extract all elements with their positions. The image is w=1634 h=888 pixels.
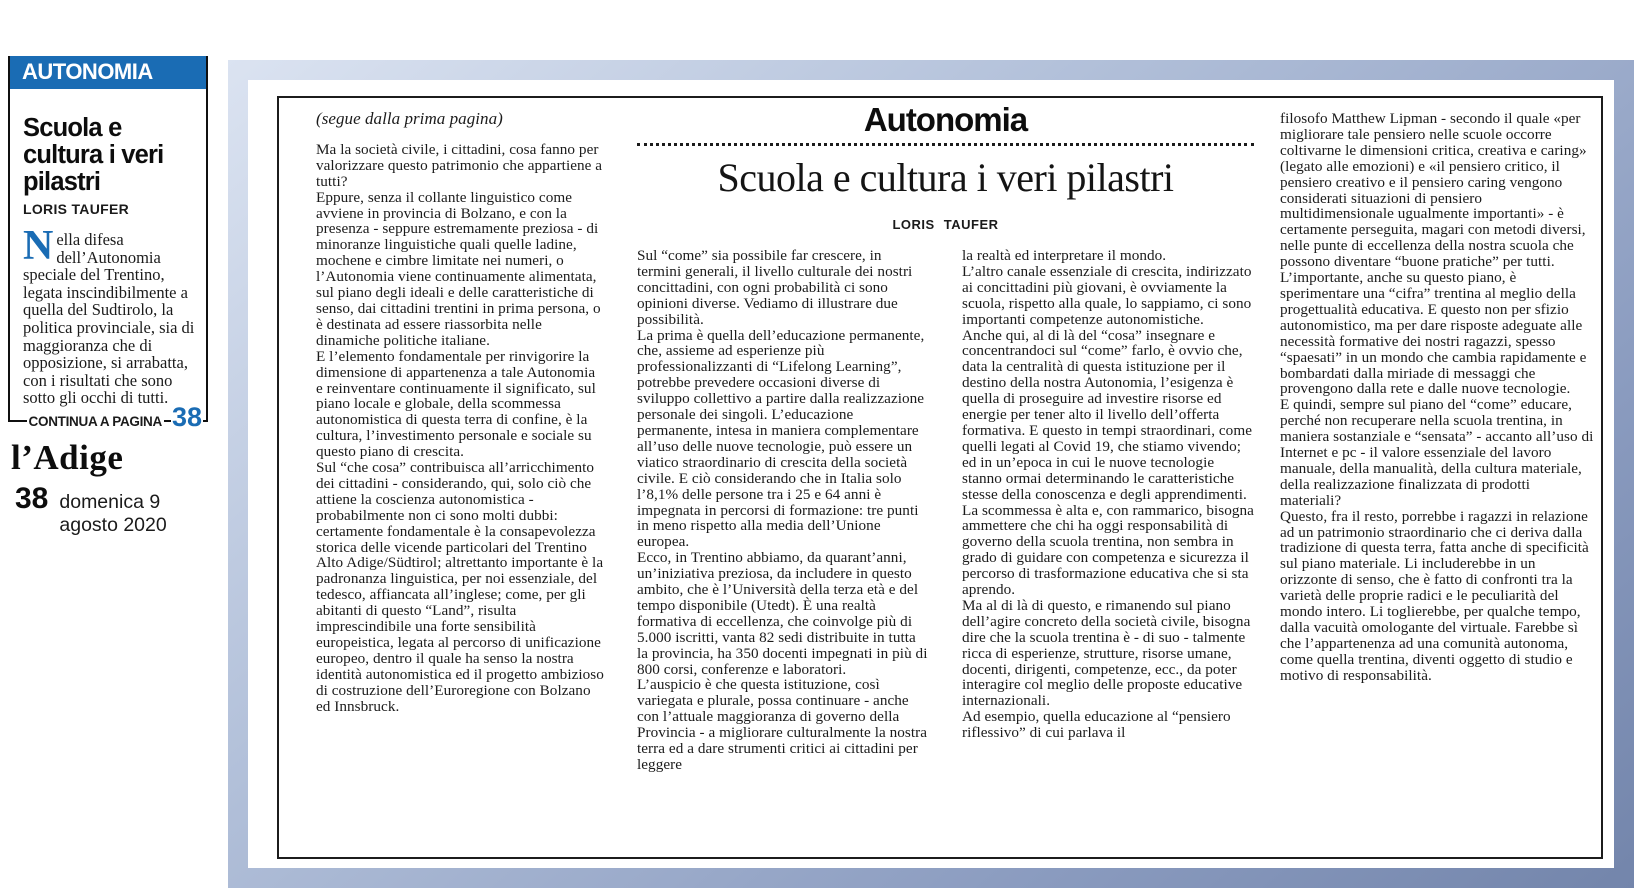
center-columns (637, 248, 1254, 773)
article-byline: LORIS TAUFER (892, 217, 999, 232)
section-kicker-label: AUTONOMIA (22, 59, 153, 84)
paragraph: filosofo Matthew Lipman - secondo il quale «per migliorare tale pensiero nelle scuole occorre coltivarne le dimensioni critica, creativa e caring» (legato alle emozioni) e «il pensiero critico, il pensiero creativo e il pensiero caring vengono considerati situazioni di pensiero multidimensionale ugualmente importanti» - è certamente perseguita, magari con metodi diversi, nelle punte di eccellenza della nostra scuola che possono diventare “buone pratiche” per tutti. (1280, 110, 1587, 271)
paragraph: la realtà ed interpretare il mondo. (962, 247, 1167, 264)
article-column-3 (962, 248, 1254, 773)
continued-from-note: (segue dalla prima pagina) (316, 109, 503, 128)
teaser-box (8, 56, 208, 432)
paragraph: L’auspicio è che questa istituzione, così variegata e plurale, possa continuare - anche con l’attuale maggioranza di governo della Provincia - a migliorare culturalmente la nostra terra ed a dare strumenti critici ai cittadini per leggere (637, 676, 928, 773)
paragraph: Questo, fra il resto, porrebbe i ragazzi in relazione ad un patrimonio straordinario che ci deriva dalla tradizione di questa terra, fatta anche di specificità sul piano materiale. Li includerebbe in un orizzonte di senso, che è fatto di confronti tra la varietà delle proprie radici e le peculiarità del mondo intero. Li toglierebbe, per qualche tempo, dalla vacuità omologante del virtuale. Farebbe sì che l’appartenenza ad una comunità autonoma, come quella trentina, diventi oggetto di studio e motivo di responsabilità. (1280, 507, 1589, 684)
article-column-1 (316, 111, 604, 715)
folio-line (15, 482, 208, 537)
article-title: Scuola e cultura i veri pilastri (717, 155, 1174, 200)
paragraph: Ecco, in Trentino abbiamo, da quarant’anni, un’iniziativa preziosa, da includere in questo ambito, che è l’Università della terza età e del tempo disponibile (Utedt). È una realtà formativa di eccellenza, che coinvolge più di 5.000 iscritti, vanta 82 sedi distribuite in tutta la provincia, ha 350 docenti impegnati in più di 800 corsi, conferenze e laboratori. (637, 549, 928, 678)
paragraph: E l’elemento fondamentale per rinvigorire la dimensione di appartenenza a tale Autonomia e reinventare continuamente il significato, sul piano locale e globale, della scommessa autonomistica di questa terra di confine, è la cultura, l’investimento personale e sociale su questo piano di crescita. (316, 347, 596, 461)
dotted-rule (637, 143, 1254, 146)
continua-label: CONTINUA A PAGINA (28, 414, 162, 429)
section-kicker-bar (10, 56, 206, 89)
continua-a-pagina-link[interactable] (27, 402, 203, 433)
paragraph: Eppure, senza il collante linguistico come avviene in provincia di Bolzano, e con la presenza - seppure estremamente preziosa - di minoranze linguistiche quali quelle ladine, mochene e cimbre limitate nei numeri, o l’Autonomia viene continuamente alimentata, sul piano degli ideali e delle caratteristiche di senso, dai cittadini trentini in prima persona, o è destinata ad essere riassorbita nelle dinamiche politiche italiane. (316, 188, 601, 349)
teaser-headline: Scuola e cultura i veri pilastri (23, 114, 164, 197)
paragraph: L’altro canale essenziale di crescita, indirizzato ai concittadini più giovani, è ovviamente la scuola, rispetto alla quale, lo sappiamo, ci sono importanti competenze autonomistiche. (962, 262, 1252, 328)
masthead-logo: l’Adige (11, 438, 124, 477)
article-clip-margin (248, 80, 1614, 868)
teaser-byline: LORIS TAUFER (23, 201, 130, 218)
paragraph: La prima è quella dell’educazione permanente, che, assieme ad esperienze più professionalizzanti di “Lifelong Learning”, potrebbe prevedere occasioni diverse di sviluppo collettivo a partire dalla realizzazione personale dei singoli. L’educazione permanente, intesa in maniera complementare all’uso delle nuove tecnologie, può essere un viatico straordinario di crescita della società civile. E ciò considerando che in Italia solo l’8,1% delle persone tra i 25 e 64 anni è impegnata in percorsi di formazione: tre punti in meno rispetto alla media dell’Unione europea. (637, 326, 925, 551)
article-clip-frame (228, 60, 1634, 888)
article-kicker: Autonomia (863, 101, 1028, 138)
teaser-text (23, 223, 200, 408)
article-box (277, 96, 1603, 859)
paragraph: Ad esempio, quella educazione al “pensiero riflessivo” di cui parlava il (962, 708, 1231, 742)
continua-page-number: 38 (171, 402, 202, 432)
paragraph: L’importante, anche su questo piano, è sperimentare una “cifra” trentina al meglio della progettualità educativa. E questo non per sfizio autonomistico, ma per dare risposte adeguate alle necessità formative dei nostri ragazzi, spesso “spaesati” in un mondo che cambia rapidamente e bombardati dalla miriade di messaggi che provengono dalla rete e dalle nuove tecnologie. (1280, 269, 1587, 398)
paragraph: Ma al di là di questo, e rimanendo sul piano dell’agire concreto della società civile, bisogna dire che la scuola trentina è - di suo - talmente ricca di esperienze, strutture, risorse umane, docenti, dirigenti, competenze, ecc., da poter interagire col meglio delle proposte educative internazionali. (962, 596, 1251, 710)
front-page-teaser-sidebar (8, 56, 208, 537)
paragraph: Sul “come” sia possibile far crescere, in termini generali, il livello culturale dei nostri concittadini, con ogni probabilità ci sono opinioni diverse. Vediamo di illustrare due possibilità. (637, 247, 913, 328)
page-date: domenica 9 agosto 2020 (59, 491, 167, 536)
article-column-2 (637, 248, 929, 773)
teaser-body: ella difesa dell’Autonomia speciale del Trentino, legata inscindibilmente a quella del Sudtirolo, la politica provinciale, sia di maggioranza che di opposizione, si arrabatta, con i risultati che sono sotto gli occhi di tutti. (23, 230, 195, 408)
paragraph: E quindi, sempre sul piano del “come” educare, perché non recuperare nella scuola trentina, in maniera sostanziale e “sensata” - accanto all’uso di Internet e pc - il valore essenziale del lavoro manuale, della manualità, della cultura materiale, della realizzazione finalizzata di prodotti materiali? (1280, 396, 1594, 509)
column-1-body (316, 142, 604, 715)
paragraph: Anche qui, al di là del “cosa” insegnare e concentrandoci sul “come” farlo, è ovvio che, data la centralità di questa istituzione per il destino della nostra Autonomia, l’esigenza è quella di proseguire ad investire risorse ed energie per tener alto il livello dell’offerta formativa. E questo in tempi straordinari, come quelli legati al Covid 19, che stiamo vivendo; ed in un’epoca in cui le nuove tecnologie stanno ormai determinando le caratteristiche stesse della conoscenza e degli apprendimenti. (962, 326, 1252, 503)
paragraph: Sul “che cosa” contribuisca all’arricchimento dei cittadini - considerando, qui, solo ciò che attiene la coscienza autonomistica - probabilmente non ci sono molti dubbi: certamente fondamentale è la consapevolezza storica delle vicende particolari del Trentino Alto Adige/Südtirol; altrettanto importante è la padronanza linguistica, per noi essenziale, del tedesco, affiancata all’inglese; come, per gli abitanti di questo “Land”, risulta imprescindibile una forte sensibilità europeistica, legata al percorso di unificazione europeo, dentro il quale ha senso la nostra identità autonomistica ed il progetto ambizioso di costruzione dell’Euroregione con Bolzano ed Innsbruck. (316, 459, 604, 715)
article-header-and-center-columns (637, 101, 1254, 773)
paragraph: Ma la società civile, i cittadini, cosa fanno per valorizzare questo patrimonio che appartiene a tutti? (316, 140, 603, 190)
paragraph: La scommessa è alta e, con rammarico, bisogna ammettere che chi ha oggi responsabilità di governo della scuola trentina, non sembra in grado di guidare con competenza e sicurezza il percorso di trasformazione educativa che si sta aprendo. (962, 501, 1254, 599)
article-column-4 (1280, 111, 1594, 684)
page-number: 38 (15, 482, 49, 515)
drop-cap: N (23, 223, 54, 270)
